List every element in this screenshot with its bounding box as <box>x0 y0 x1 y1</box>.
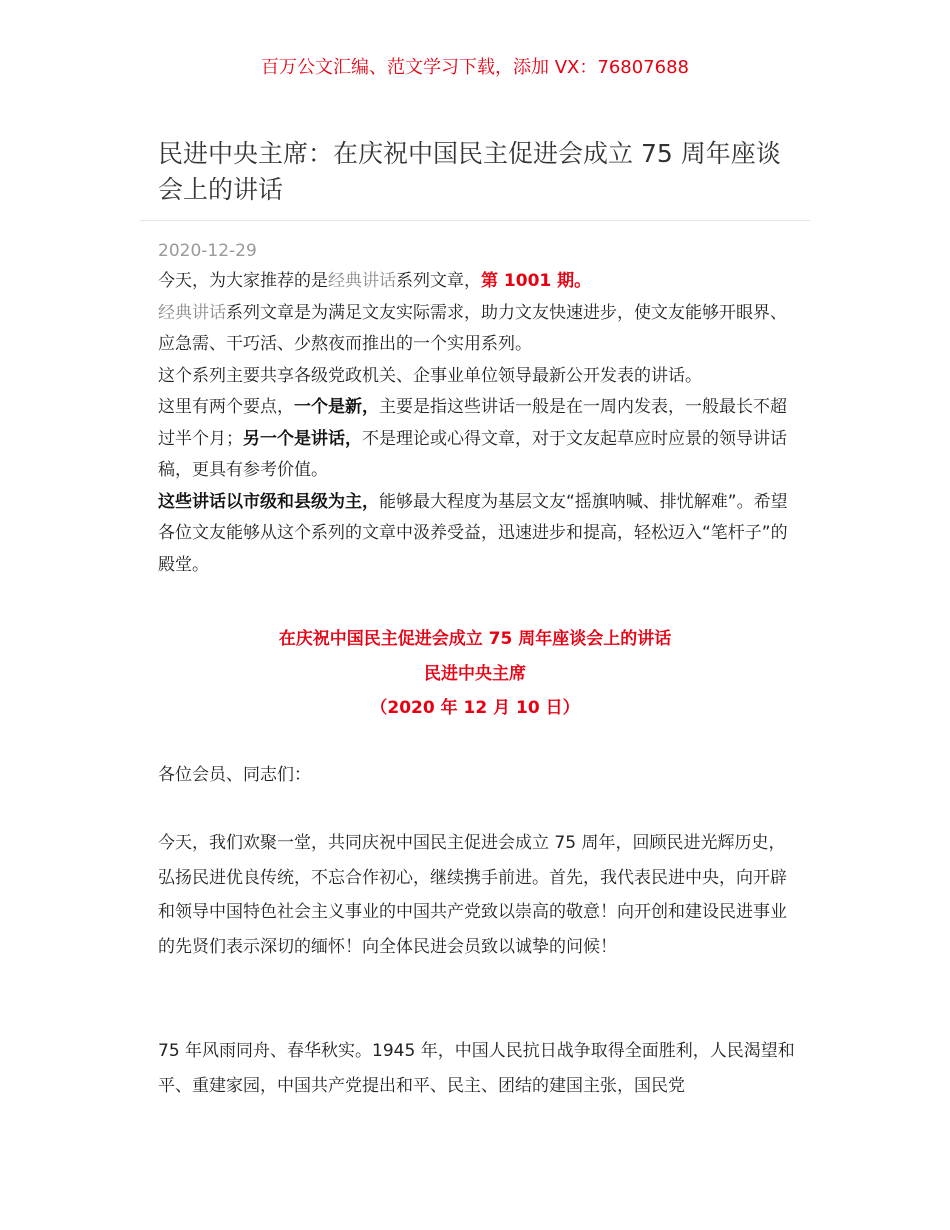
speech-date: （2020 年 12 月 10 日） <box>370 698 580 718</box>
series-name-repeat: 经典讲话 <box>158 302 226 323</box>
intro-line-recommend <box>158 266 798 298</box>
level-desc: 能够最大程度为基层文友“摇旗呐喊、排忧解难”。希望各位文友能够从这个系列的文章中汲养受益，迅速进步和提高，轻松迈入“笔杆子”的殿堂。 <box>158 491 788 575</box>
series-name: 经典讲话 <box>328 271 396 291</box>
article-title: 民进中央主席：在庆祝中国民主促进会成立 75 周年座谈会上的讲话 <box>158 139 781 204</box>
promo-banner: 百万公文汇编、范文学习下载，添加 VX：76807688 <box>261 57 689 78</box>
speech-heading: 在庆祝中国民主促进会成立 75 周年座谈会上的讲话 <box>278 629 672 649</box>
intro-line-level <box>158 487 798 582</box>
publish-date: 2020-12-29 <box>158 241 257 261</box>
point-speech: 另一个是讲话， <box>243 428 362 449</box>
speech-header <box>0 622 950 726</box>
intro-line-scope: 这个系列主要共享各级党政机关、企事业单位领导最新公开发表的讲话。 <box>158 365 702 386</box>
level-emphasis: 这些讲话以市级和县级为主， <box>158 491 379 512</box>
point-new-desc: 主要是指这些讲话一般是在一周内发表，一般最长不超过半个月； <box>158 397 787 449</box>
issue-number: 第 1001 期。 <box>481 271 592 291</box>
intro-series-suffix: 系列文章， <box>396 271 481 291</box>
speech-paragraph: 75 年风雨同舟、春华秋实。1945 年，中国人民抗日战争取得全面胜利，人民渴望和平、重建家园，中国共产党提出和平、民主、团结的建国主张，国民党 <box>158 1041 795 1096</box>
speech-speaker: 民进中央主席 <box>424 663 526 684</box>
point-new: 一个是新， <box>294 397 379 417</box>
points-prefix: 这里有两个要点， <box>158 397 294 417</box>
intro-purpose-text: 系列文章是为满足文友实际需求，助力文友快速进步，使文友能够开眼界、应急需、干巧活、少熬夜而推出的一个实用系列。 <box>158 302 787 354</box>
intro-prefix: 今天，为大家推荐的是 <box>158 271 328 291</box>
speech-paragraph: 今天，我们欢聚一堂，共同庆祝中国民主促进会成立 75 周年，回顾民进光辉历史，弘扬民进优良传统，不忘合作初心，继续携手前进。首先，我代表民进中央，向开辟和领导中国特色社会主义事业的中国共产党致以崇高的敬意！向开创和建设民进事业的先贤们表示深切的缅怀！向全体民进会员致以诚挚的问候！ <box>158 833 787 957</box>
speech-salutation: 各位会员、同志们： <box>158 765 311 785</box>
intro-line-purpose <box>158 298 798 361</box>
intro-section <box>158 266 798 581</box>
title-divider <box>140 220 810 221</box>
point-speech-desc: 不是理论或心得文章，对于文友起草应时应景的领导讲话稿，更具有参考价值。 <box>158 428 787 480</box>
intro-line-points <box>158 392 798 487</box>
